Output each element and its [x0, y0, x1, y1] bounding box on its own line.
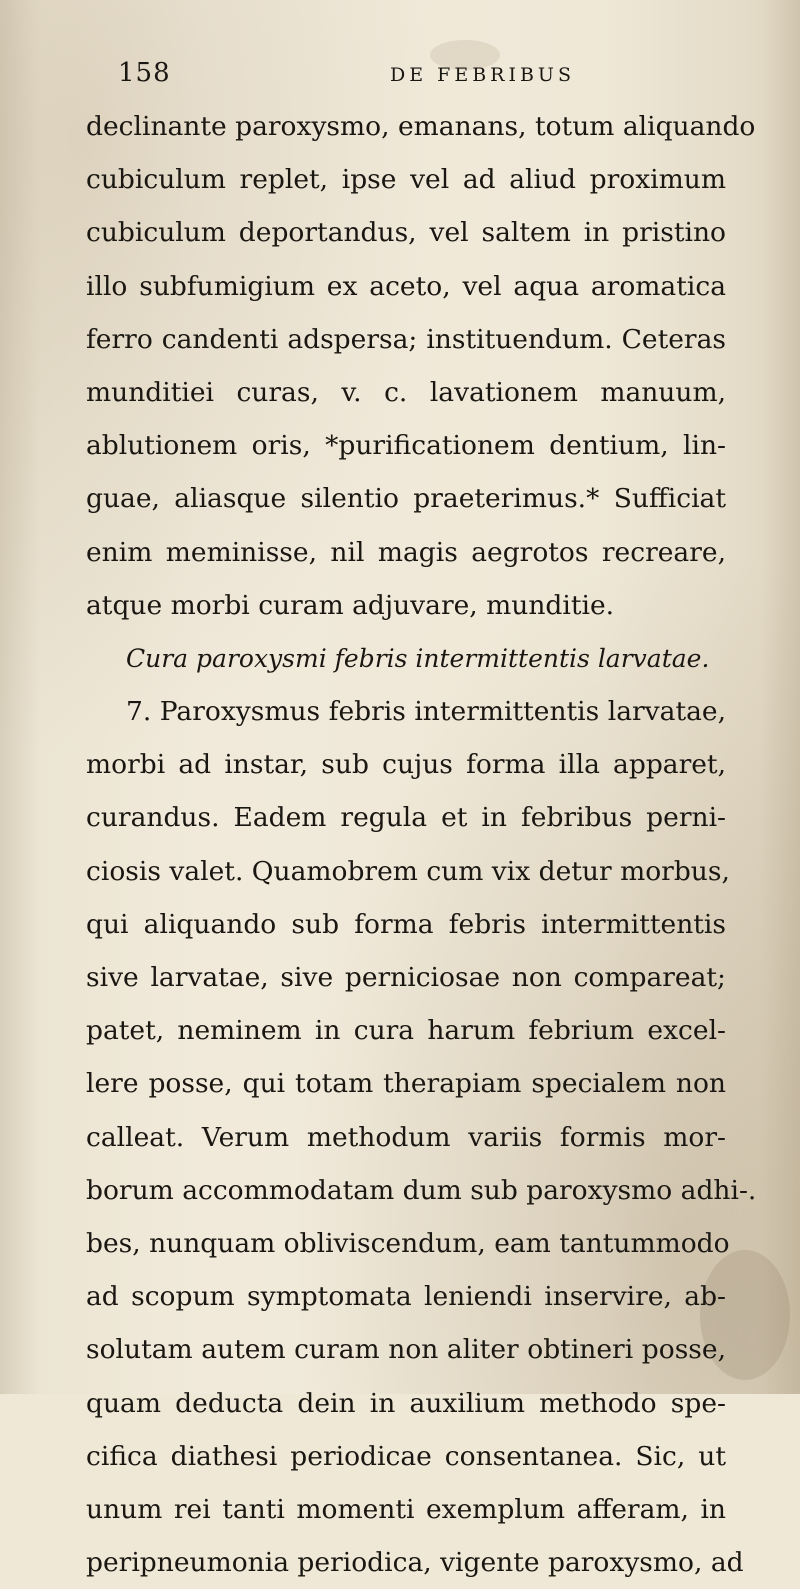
page-number: 158 — [118, 58, 171, 88]
text-line: peripneumonia periodica, vigente paroxysmo, ad — [86, 1547, 744, 1579]
text-line: sive larvatae, sive perniciosae non compareat; — [86, 962, 726, 993]
text-line: 7. Paroxysmus febris intermittentis larvatae, — [126, 696, 726, 728]
text-line: ciosis valet. Quamobrem cum vix detur morbus, — [86, 855, 730, 887]
text-line: lere posse, qui totam therapiam specialem non — [86, 1068, 726, 1100]
text-line: guae, aliasque silentio praeterimus.* Sufficiat — [86, 483, 726, 515]
text-line: enim meminisse, nil magis aegrotos recreare, — [86, 536, 726, 568]
text-line: solutam autem curam non aliter obtineri posse, — [86, 1334, 726, 1366]
main-text — [86, 100, 757, 1589]
text-line: quam deducta dein in auxilium methodo spe- — [86, 1387, 726, 1419]
text-line: declinante paroxysmo, emanans, totum aliquando — [86, 111, 756, 142]
text-line: borum accommodatam dum sub paroxysmo adhi-. — [86, 1174, 757, 1206]
text-line: ablutionem oris, *purificationem dentium, lin- — [86, 430, 726, 462]
running-head: DE FEBRIBUS — [390, 64, 575, 86]
text-line: cubiculum deportandus, vel saltem in pristino — [86, 217, 726, 249]
text-line: patet, neminem in cura harum febrium excel- — [86, 1015, 726, 1047]
text-line: cifica diathesi periodicae consentanea. Sic, ut — [86, 1440, 726, 1472]
text-line: curandus. Eadem regula et in febribus perni- — [86, 802, 726, 834]
text-line: munditiei curas, v. c. lavationem manuum, — [86, 376, 726, 408]
text-line: ad scopum symptomata leniendi inservire, ab- — [86, 1281, 726, 1313]
text-line: ferro candenti adspersa; instituendum. Ceteras — [86, 323, 726, 355]
text-line: calleat. Verum methodum variis formis mor- — [86, 1121, 726, 1153]
page-header — [118, 58, 718, 98]
text-line: unum rei tanti momenti exemplum afferam, in — [86, 1493, 726, 1525]
text-line: atque morbi curam adjuvare, munditie. — [86, 589, 615, 621]
text-line: morbi ad instar, sub cujus forma illa apparet, — [86, 749, 726, 781]
text-line: qui aliquando sub forma febris intermittentis — [86, 908, 726, 940]
text-line: illo subfumigium ex aceto, vel aqua aromatica — [86, 270, 726, 302]
section-heading: Cura paroxysmi febris intermittentis larvatae. — [126, 643, 710, 673]
text-line: cubiculum replet, ipse vel ad aliud proximum — [86, 164, 726, 196]
text-line: bes, nunquam obliviscendum, eam tantummodo — [86, 1227, 730, 1259]
